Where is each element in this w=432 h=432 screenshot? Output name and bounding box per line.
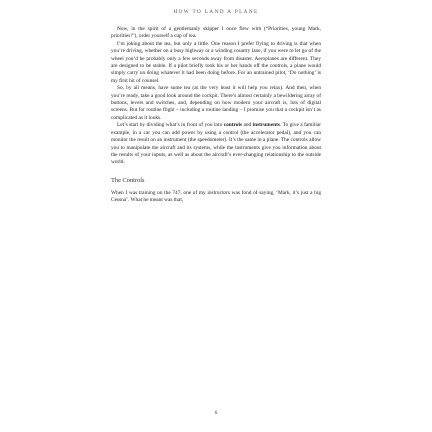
paragraph: Now, in the spirit of a gentlemanly skipper I once flew with (“Priorities, young Mark, priorities!”), order yourself a cup of tea. xyxy=(111,26,321,40)
term-instruments: instruments xyxy=(252,122,280,129)
section-heading: The Controls xyxy=(111,176,145,184)
paragraph-text: Let’s start by dividing what’s in front of you into xyxy=(117,122,224,129)
page-number: 6 xyxy=(214,410,218,416)
paragraph xyxy=(111,122,321,166)
body-text xyxy=(111,26,321,205)
paragraph: I’m joking about the tea, but only a little. One reason I prefer flying to driving is that when you’re driving, whether on a busy highway or a winding country lane, if you were to let go of the wheel you’d be probably only a few seconds away from disaster. Aeroplanes are different. They are designed to be stable. If a pilot briefly took his or her hands off the controls, a plane would simply carry on doing whatever it had been doing before. For an untrained pilot, ‘Do nothing’ is my first bit of counsel. xyxy=(111,40,321,84)
paragraph: When I was training on the 747, one of my instructors was fond of saying, ‘Mark, it’s just a big Cessna’. What he meant was that, xyxy=(111,189,321,204)
running-head: HOW TO LAND A PLANE xyxy=(173,9,259,15)
paragraph-text: . To give a familiar example, in a car you can add power by using a control (the accelerator pedal), and you can monitor the result on an instrument (the speedometer). It’s the same in a plane. The controls allow you to manipulate the aircraft and its systems, while the instruments give you information about the results of your inputs, as well as about the aircraft’s ever-changing relationship to the outside world. xyxy=(111,122,321,166)
term-controls: controls xyxy=(223,122,243,129)
paragraph-text: and xyxy=(242,122,253,129)
paragraph: So, by all means, have some tea (at the very least it will help you relax). And then, when you’re ready, take a good look around the cockpit. There’s almost certainly a bewildering array of buttons, levers and switches, and, depending on how modern your aircraft is, lots of digital screens. But for routine flight – including a routine landing – I promise you that a cockpit isn’t as complicated as it looks. xyxy=(111,85,321,121)
